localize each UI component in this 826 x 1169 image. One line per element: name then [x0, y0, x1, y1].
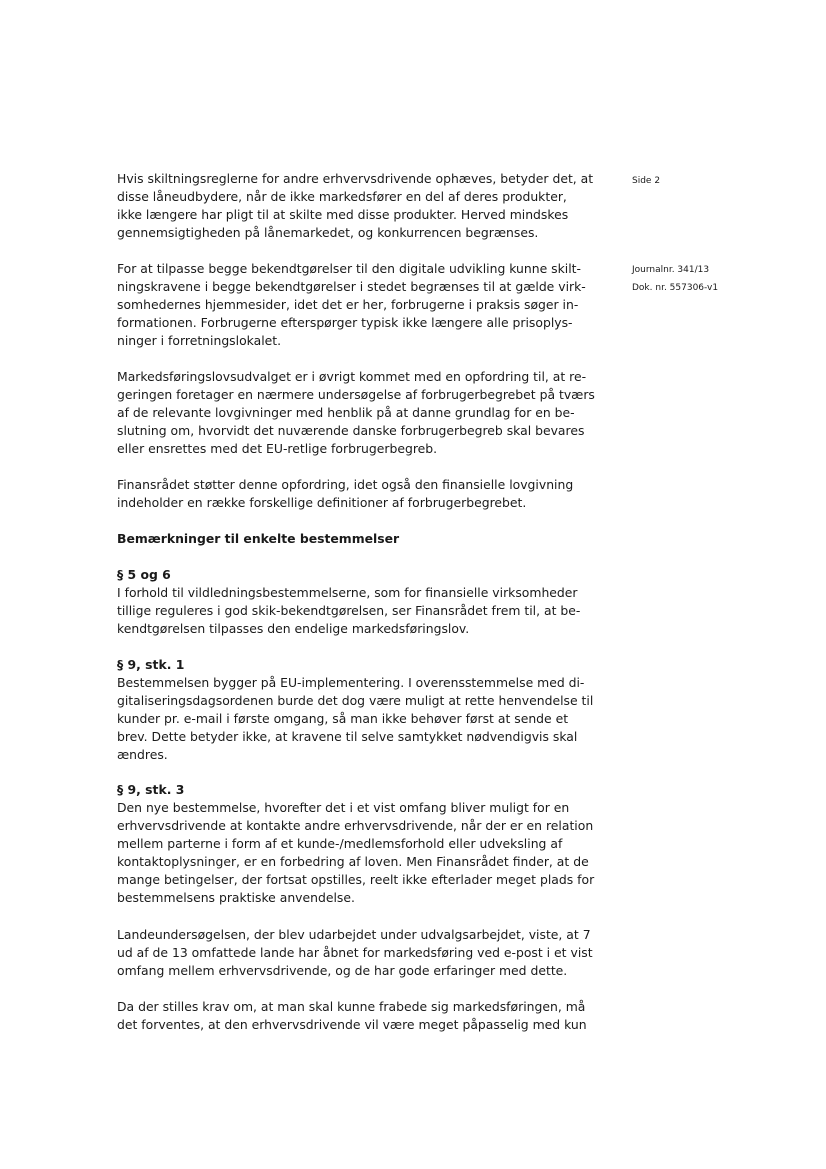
section-title: Bemærkninger til enkelte bestemmelser [117, 531, 400, 546]
text-line: indeholder en række forskellige definitioner af forbrugerbegrebet. [117, 495, 527, 510]
text-line: Da der stilles krav om, at man skal kunne frabede sig markedsføringen, må [117, 999, 586, 1014]
section [117, 566, 607, 638]
page-label: Side 2 [632, 176, 661, 186]
text-line: Hvis skiltningsreglerne for andre erhvervsdrivende ophæves, betyder det, at [117, 171, 594, 186]
reference-block [632, 261, 718, 297]
text-line: slutning om, hvorvidt det nuværende danske forbrugerbegreb skal bevares [117, 423, 585, 438]
section [117, 656, 607, 764]
text-line: geringen foretager en nærmere undersøgelse af forbrugerbegrebet på tværs [117, 387, 595, 402]
text-line: kontaktoplysninger, er en forbedring af loven. Men Finansrådet finder, at de [117, 854, 589, 869]
paragraph [117, 170, 607, 242]
text-line: af de relevante lovgivninger med henblik på at danne grundlag for en be- [117, 405, 575, 420]
section [117, 781, 607, 907]
text-line: omfang mellem erhvervsdrivende, og de har gode erfaringer med dette. [117, 963, 568, 978]
text-line: formationen. Forbrugerne efterspørger typisk ikke længere alle prisoplys- [117, 315, 573, 330]
page-number-block [632, 172, 812, 190]
paragraph [117, 926, 607, 980]
text-line: erhvervsdrivende at kontakte andre erhvervsdrivende, når der er en relation [117, 818, 594, 833]
text-line: gennemsigtigheden på lånemarkedet, og konkurrencen begrænses. [117, 225, 539, 240]
text-line: det forventes, at den erhvervsdrivende vil være meget påpasselig med kun [117, 1017, 587, 1032]
text-line: Bestemmelsen bygger på EU-implementering. I overensstemmelse med di- [117, 675, 585, 690]
journal-number: Journalnr. 341/13 [632, 265, 710, 275]
paragraph [117, 368, 607, 458]
paragraph [117, 476, 607, 512]
text-line: Finansrådet støtter denne opfordring, idet også den finansielle lovgivning [117, 477, 574, 492]
text-line: ikke længere har pligt til at skilte med disse produkter. Herved mindskes [117, 207, 569, 222]
text-line: eller ensrettes med det EU-retlige forbrugerbegreb. [117, 441, 438, 456]
text-line: tillige reguleres i god skik-bekendtgørelsen, ser Finansrådet frem til, at be- [117, 603, 581, 618]
text-line: gitaliseringsdagsordenen burde det dog være muligt at rette henvendelse til [117, 693, 594, 708]
text-line: mellem parterne i form af et kunde-/medlemsforhold eller udveksling af [117, 836, 563, 851]
text-line: bestemmelsens praktiske anvendelse. [117, 890, 355, 905]
text-line: ud af de 13 omfattede lande har åbnet for markedsføring ved e-post i et vist [117, 945, 593, 960]
text-line: kunder pr. e-mail i første omgang, så man ikke behøver først at sende et [117, 711, 569, 726]
section-heading: § 5 og 6 [117, 567, 171, 582]
text-line: Markedsføringslovsudvalget er i øvrigt kommet med en opfordring til, at re- [117, 369, 587, 384]
text-line: Landeundersøgelsen, der blev udarbejdet under udvalgsarbejdet, viste, at 7 [117, 927, 591, 942]
section-heading: § 9, stk. 1 [117, 657, 185, 672]
paragraph [117, 260, 607, 350]
text-line: brev. Dette betyder ikke, at kravene til selve samtykket nødvendigvis skal [117, 729, 578, 744]
paragraph [117, 998, 607, 1034]
text-line: disse låneudbydere, når de ikke markedsfører en del af deres produkter, [117, 189, 567, 204]
text-line: I forhold til vildledningsbestemmelserne, som for finansielle virksomheder [117, 585, 578, 600]
text-line: somhedernes hjemmesider, idet det er her, forbrugerne i praksis søger in- [117, 297, 579, 312]
text-line: ændres. [117, 747, 168, 762]
text-line: ningskravene i begge bekendtgørelser i stedet begrænses til at gælde virk- [117, 279, 586, 294]
document-number: Dok. nr. 557306-v1 [632, 283, 719, 293]
margin-references [632, 172, 812, 293]
section-heading: § 9, stk. 3 [117, 782, 185, 797]
text-line: kendtgørelsen tilpasses den endelige markedsføringslov. [117, 621, 470, 636]
text-line: ninger i forretningslokalet. [117, 333, 282, 348]
text-line: mange betingelser, der fortsat opstilles, reelt ikke efterlader meget plads for [117, 872, 595, 887]
text-line: For at tilpasse begge bekendtgørelser til den digitale udvikling kunne skilt- [117, 261, 582, 276]
text-line: Den nye bestemmelse, hvorefter det i et vist omfang bliver muligt for en [117, 800, 570, 815]
